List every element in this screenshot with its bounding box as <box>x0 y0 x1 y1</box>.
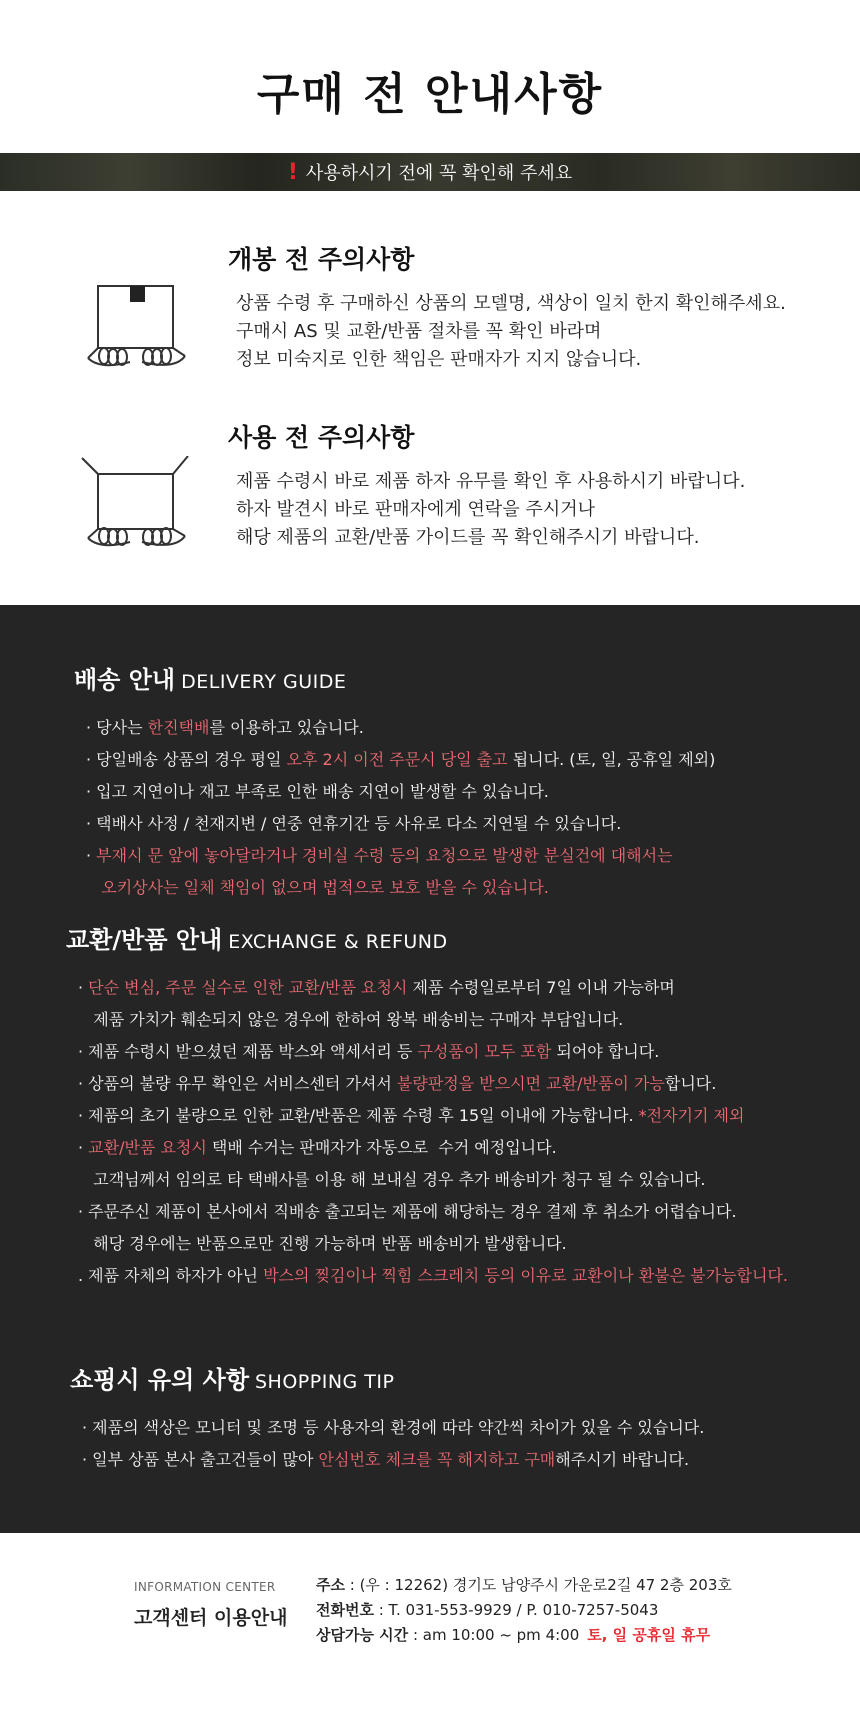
hours-label: 상담가능 시간 <box>316 1626 409 1644</box>
caution-line: 정보 미숙지로 인한 책임은 판매자가 지지 않습니다. <box>236 349 642 370</box>
list-item <box>78 1167 705 1190</box>
section-title-en: DELIVERY GUIDE <box>181 671 347 693</box>
body-text: · 상품의 불량 유무 확인은 서비스센터 가셔서 <box>78 1074 397 1093</box>
address-value: : (우 : 12262) 경기도 남양주시 가운로2길 47 2층 203호 <box>344 1576 732 1594</box>
section-title-ko: 쇼핑시 유의 사항 <box>70 1366 249 1394</box>
body-text: 제품 수령일로부터 7일 이내 가능하며 <box>407 978 675 997</box>
list-item <box>78 1199 737 1222</box>
section-title-ko: 배송 안내 <box>74 666 176 694</box>
highlight-text: 안심번호 체크를 꼭 해지하고 구매 <box>318 1450 556 1469</box>
body-text: · 당일배송 상품의 경우 평일 <box>86 750 287 769</box>
body-text: · 입고 지연이나 재고 부족로 인한 배송 지연이 발생할 수 있습니다. <box>86 782 549 801</box>
highlight-text: 구성품이 모두 포함 <box>417 1042 552 1061</box>
caution-line: 제품 수령시 바로 제품 하자 유무를 확인 후 사용하시기 바랍니다. <box>236 471 746 492</box>
guide-dark-section <box>0 605 860 1533</box>
body-text: 제품 가치가 훼손되지 않은 경우에 한하여 왕복 배송비는 구매자 부담입니다. <box>78 1010 624 1029</box>
caution-text <box>236 290 786 374</box>
body-text: 되어야 합니다. <box>551 1042 660 1061</box>
caution-line: 구매시 AS 및 교환/반품 절차를 꼭 확인 바라며 <box>236 321 602 342</box>
banner-text: 사용하시기 전에 꼭 확인해 주세요 <box>305 163 573 184</box>
section-title <box>66 920 448 955</box>
caution-heading: 개봉 전 주의사항 <box>228 245 415 274</box>
body-text: · 택배사 사정 / 천재지변 / 연중 연휴기간 등 사유로 다소 지연될 수 있습니다. <box>86 814 622 833</box>
highlight-text: 교환/반품 요청시 <box>88 1138 207 1157</box>
highlight-text: 단순 변심, 주문 실수로 인한 교환/반품 요청시 <box>88 978 408 997</box>
phone-line <box>316 1598 732 1623</box>
info-center-label-ko: 고객센터 이용안내 <box>134 1607 288 1629</box>
info-center-label-en: INFORMATION CENTER <box>134 1580 276 1594</box>
section-title <box>74 660 346 695</box>
information-center <box>0 1533 860 1721</box>
body-text: · <box>86 846 97 865</box>
body-text: · 제품의 초기 불량으로 인한 교환/반품은 제품 수령 후 15일 이내에 가능합니다. <box>78 1106 639 1125</box>
list-item <box>82 1447 689 1470</box>
body-text: · 당사는 <box>86 718 148 737</box>
list-item <box>78 1007 623 1030</box>
open-box-icon <box>80 278 195 378</box>
notice-banner <box>0 153 860 191</box>
highlight-text: 박스의 찢김이나 찍힘 스크레치 등의 이유로 교환이나 환불은 불가능합니다. <box>263 1266 788 1285</box>
list-item <box>82 1415 704 1438</box>
closed-days: 토, 일 공휴일 휴무 <box>587 1626 711 1644</box>
body-text: 해주시기 바랍니다. <box>555 1450 690 1469</box>
section-title-ko: 교환/반품 안내 <box>66 926 223 954</box>
body-text: · <box>78 1138 89 1157</box>
body-text: 를 이용하고 있습니다. <box>209 718 364 737</box>
address-label: 주소 <box>316 1576 345 1594</box>
caution-line: 상품 수령 후 구매하신 상품의 모델명, 색상이 일치 한지 확인해주세요. <box>236 293 786 314</box>
body-text: · 제품 수령시 받으셨던 제품 박스와 액세서리 등 <box>78 1042 418 1061</box>
body-text: . 제품 자체의 하자가 아닌 <box>78 1266 264 1285</box>
list-item <box>86 843 673 866</box>
list-item <box>78 1103 744 1126</box>
list-item <box>78 975 675 998</box>
phone-value: : T. 031-553-9929 / P. 010-7257-5043 <box>373 1601 659 1619</box>
list-item <box>78 1039 659 1062</box>
list-item <box>78 1071 716 1094</box>
list-item <box>86 779 549 802</box>
list-item <box>86 811 621 834</box>
section-title-en: SHOPPING TIP <box>255 1371 395 1393</box>
phone-label: 전화번호 <box>316 1601 374 1619</box>
body-text: 고객님께서 임의로 타 택배사를 이용 해 보내실 경우 추가 배송비가 청구 될 수 있습니다. <box>78 1170 706 1189</box>
contact-details <box>316 1573 732 1648</box>
highlight-text: 오후 2시 이전 주문시 당일 출고 <box>286 750 508 769</box>
notice-top-section <box>0 0 860 605</box>
body-text: 해당 경우에는 반품으로만 진행 가능하며 반품 배송비가 발생합니다. <box>78 1234 567 1253</box>
highlight-text: 한진택배 <box>147 718 210 737</box>
list-item <box>78 1231 567 1254</box>
caution-line: 해당 제품의 교환/반품 가이드를 꼭 확인해주시기 바랍니다. <box>236 527 700 548</box>
body-text: · <box>78 978 89 997</box>
hours-line <box>316 1623 732 1648</box>
body-text: 택배 수거는 판매자가 자동으로 수거 예정입니다. <box>206 1138 557 1157</box>
address-line <box>316 1573 732 1598</box>
list-item <box>78 1263 788 1286</box>
caution-heading: 사용 전 주의사항 <box>228 423 415 452</box>
highlight-text: 불량판정을 받으시면 교환/반품이 가능 <box>396 1074 665 1093</box>
page-title: 구매 전 안내사항 <box>256 69 604 120</box>
body-text: · 주문주신 제품이 본사에서 직배송 출고되는 제품에 해당하는 경우 결제 후 취소가 어렵습니다. <box>78 1202 737 1221</box>
hours-value: : am 10:00 ~ pm 4:00 <box>408 1626 580 1644</box>
section-title <box>70 1360 394 1395</box>
body-text <box>86 878 101 897</box>
highlight-text: 오키상사는 일체 책임이 없으며 법적으로 보호 받을 수 있습니다. <box>101 878 549 897</box>
body-text: · 일부 상품 본사 출고건들이 많아 <box>82 1450 319 1469</box>
highlight-text: 부재시 문 앞에 놓아달라거나 경비실 수령 등의 요청으로 발생한 분실건에 대해서는 <box>96 846 673 865</box>
highlight-text: *전자기기 제외 <box>638 1106 745 1125</box>
exclamation-icon: ! <box>287 159 298 185</box>
caution-line: 하자 발견시 바로 판매자에게 연락을 주시거나 <box>236 499 595 520</box>
body-text: · 제품의 색상은 모니터 및 조명 등 사용자의 환경에 따라 약간씩 차이가 있을 수 있습니다. <box>82 1418 705 1437</box>
list-item <box>86 715 364 738</box>
list-item <box>86 875 549 898</box>
box-flaps-icon <box>80 456 195 556</box>
body-text: 합니다. <box>664 1074 717 1093</box>
list-item <box>86 747 715 770</box>
section-title-en: EXCHANGE & REFUND <box>228 931 448 953</box>
list-item <box>78 1135 557 1158</box>
caution-text <box>236 468 745 552</box>
body-text: 됩니다. (토, 일, 공휴일 제외) <box>507 750 716 769</box>
